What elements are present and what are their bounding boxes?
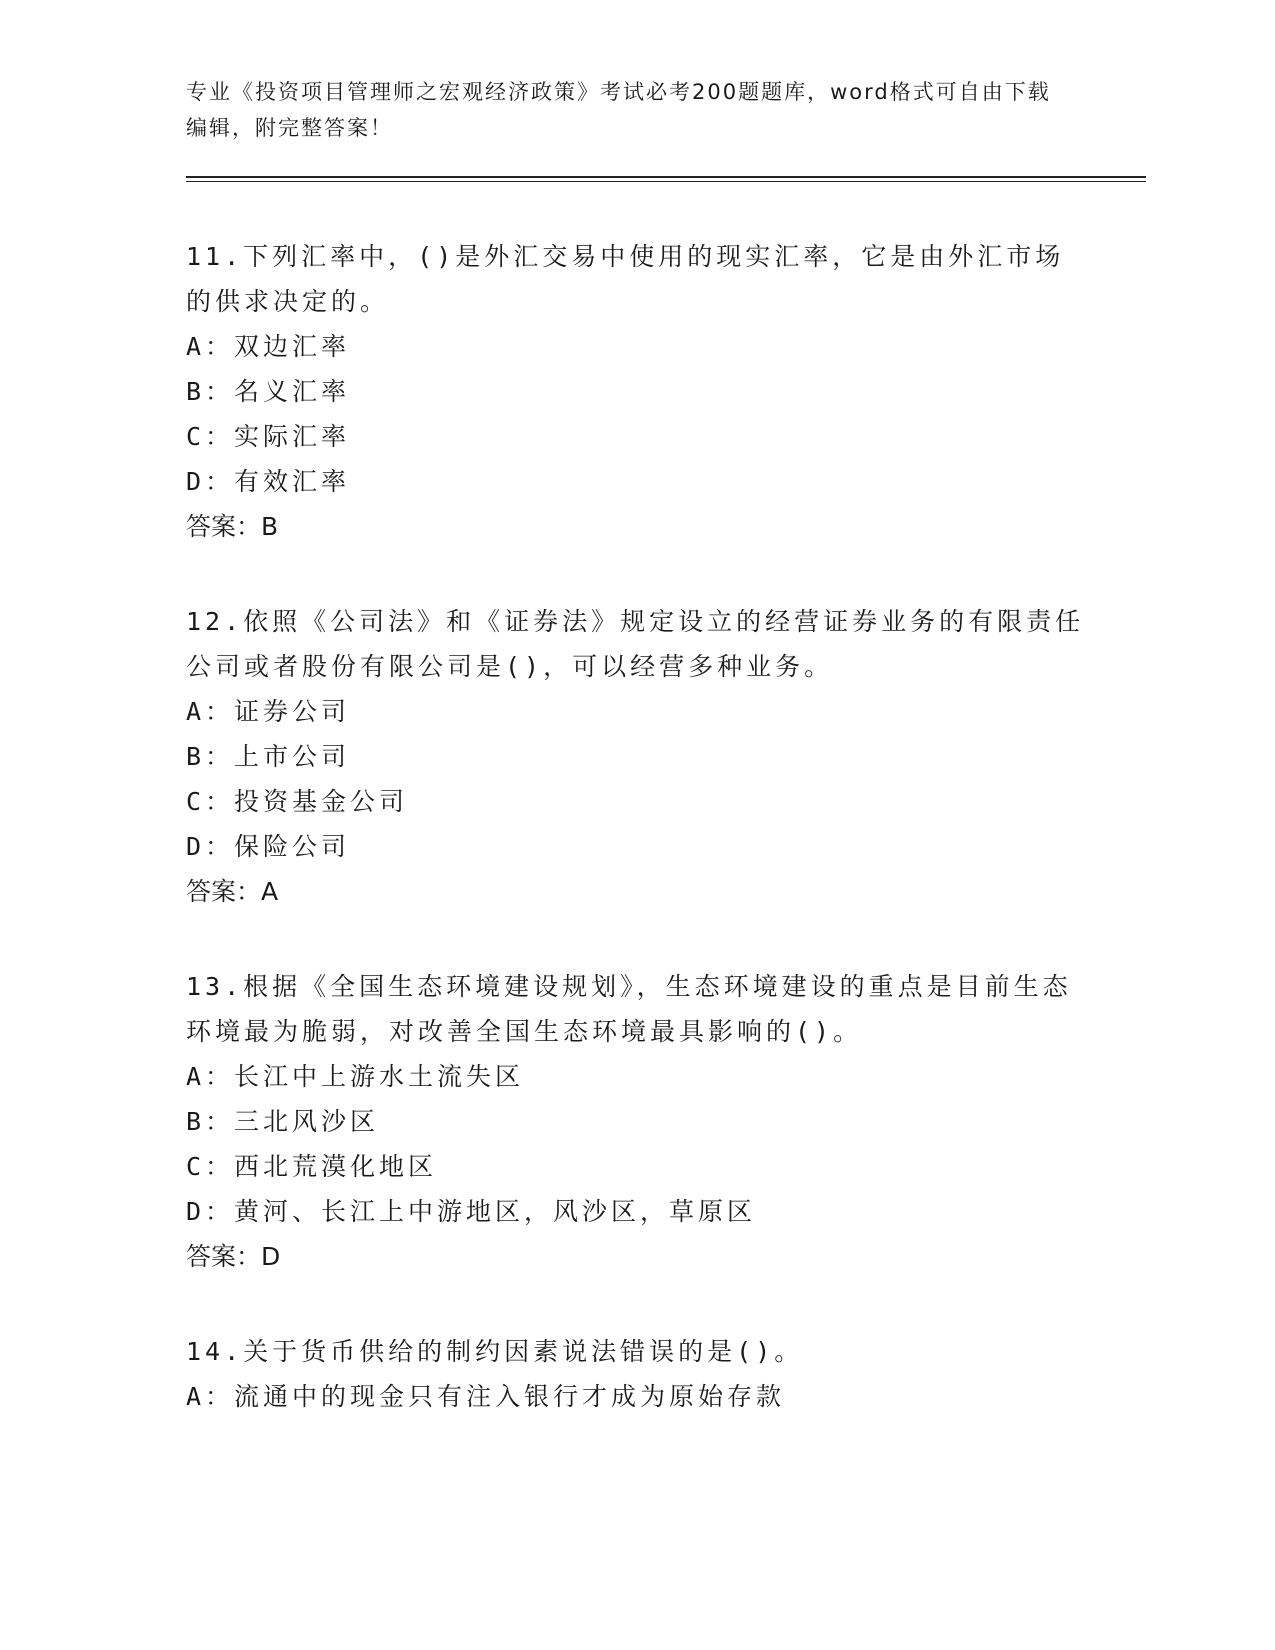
question-stem: 13.根据《全国生态环境建设规划》，生态环境建设的重点是目前生态环境最为脆弱，对改善全国生态环境最具影响的()。	[186, 972, 1072, 1046]
answer-line: 答案：D	[186, 1242, 281, 1271]
option-d: D：有效汇率	[186, 467, 351, 496]
option-a: A：证券公司	[186, 697, 351, 726]
question-12	[186, 599, 1086, 914]
option-d: D：黄河、长江上中游地区，风沙区，草原区	[186, 1197, 757, 1226]
header-divider-thin	[186, 181, 1146, 182]
option-a: A：双边汇率	[186, 332, 351, 361]
question-list	[186, 234, 1086, 1419]
option-c: C：实际汇率	[186, 422, 351, 451]
option-b: B：名义汇率	[186, 377, 351, 406]
question-stem: 14.关于货币供给的制约因素说法错误的是()。	[186, 1337, 804, 1366]
header-divider-thick	[186, 176, 1146, 178]
question-13	[186, 964, 1086, 1279]
answer-line: 答案：B	[186, 512, 279, 541]
option-b: B：上市公司	[186, 742, 351, 771]
option-a: A：长江中上游水土流失区	[186, 1062, 525, 1091]
option-b: B：三北风沙区	[186, 1107, 380, 1136]
question-stem: 12.依照《公司法》和《证券法》规定设立的经营证券业务的有限责任公司或者股份有限公司是()，可以经营多种业务。	[186, 607, 1085, 681]
option-a: A：流通中的现金只有注入银行才成为原始存款	[186, 1382, 786, 1411]
question-14	[186, 1329, 1086, 1419]
question-stem: 11.下列汇率中，()是外汇交易中使用的现实汇率，它是由外汇市场的供求决定的。	[186, 242, 1065, 316]
option-c: C：西北荒漠化地区	[186, 1152, 438, 1181]
option-c: C：投资基金公司	[186, 787, 409, 816]
document-header-note: 专业《投资项目管理师之宏观经济政策》考试必考200题题库，word格式可自由下载编辑，附完整答案！	[186, 80, 1051, 140]
question-11	[186, 234, 1086, 549]
option-d: D：保险公司	[186, 832, 351, 861]
answer-line: 答案：A	[186, 877, 279, 906]
